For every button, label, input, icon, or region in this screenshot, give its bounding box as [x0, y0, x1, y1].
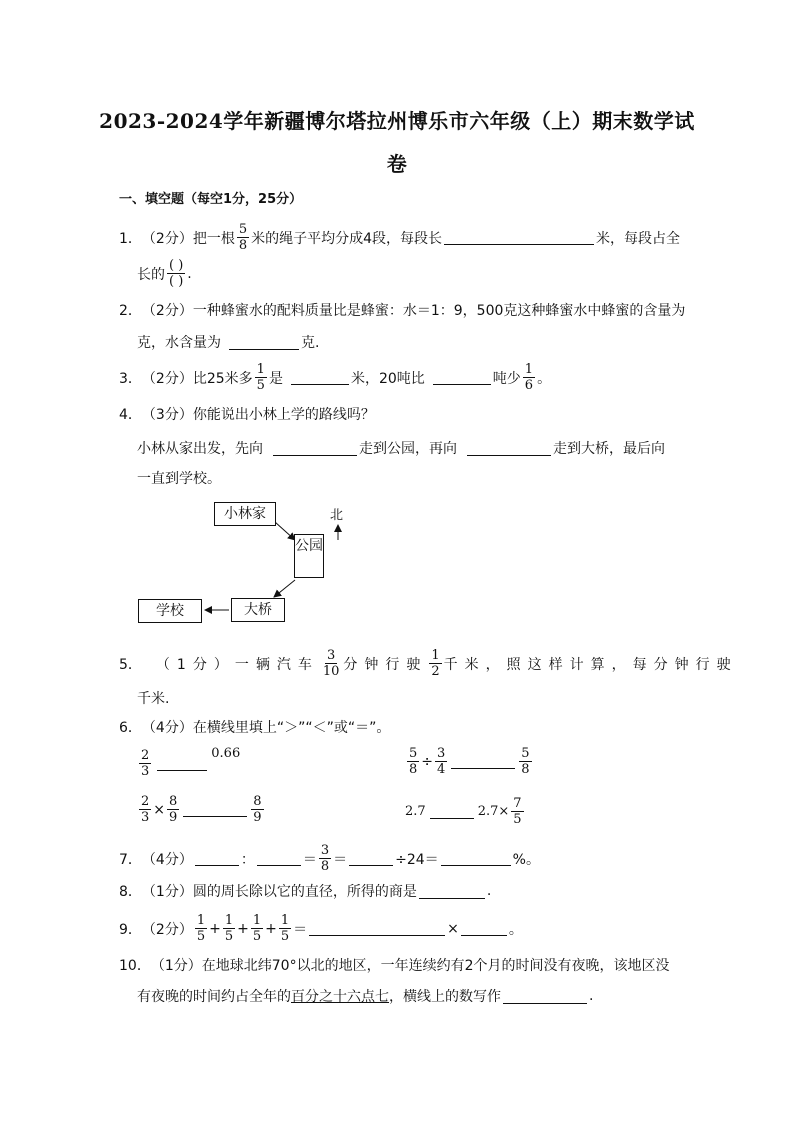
q6-a-fraction: $\frac{2}{3}$ [141, 748, 150, 779]
q9-number: 9． [119, 921, 142, 938]
q4-text: 你能说出小林上学的路线吗？ [192, 407, 375, 423]
q7-blank-4[interactable] [441, 851, 511, 866]
map-park-box: 公园 [294, 534, 324, 578]
question-5-cont [137, 688, 169, 708]
q5-text: 一辆汽车 [234, 656, 319, 673]
q9-plus-1: + [209, 920, 221, 937]
q5-number: 5． [119, 656, 142, 673]
section-heading: 一、填空题（每空1分，25分） [119, 192, 303, 207]
q6-compare-a [137, 748, 240, 779]
q9-equals: ＝ [293, 921, 308, 938]
q3-fraction-1: $\frac{1}{5}$ [256, 362, 265, 393]
question-4-line-2 [137, 438, 665, 458]
q10-text: 在地球北纬70°以北的地区，一年连续约有2个月的时间没有夜晚，该地区没 [201, 958, 670, 974]
q9-score: （2分） [141, 921, 193, 938]
q5-score: （1分） [155, 656, 235, 673]
q8-text: 圆的周长除以它的直径，所得的商是 [192, 884, 417, 900]
q3-score: （2分） [141, 370, 193, 387]
q10-underlined-number: 百分之十六点七 [291, 989, 389, 1005]
q10-score: （1分） [150, 958, 202, 974]
question-10 [119, 955, 669, 975]
q6-a-blank[interactable] [157, 756, 207, 771]
q9-times: × [447, 920, 459, 937]
question-10-cont [137, 986, 593, 1006]
q6-text: 在横线里填上“＞”“＜”或“＝”。 [192, 720, 391, 736]
q1-answer-fraction[interactable]: $\frac{( )}{( )}$ [169, 258, 184, 289]
q3-answer-blank-1[interactable] [291, 370, 349, 385]
q5-fraction-1: $\frac{3}{10}$ [322, 648, 340, 679]
q7-division: ÷24＝ [395, 851, 439, 868]
q3-text-5: 。 [537, 370, 552, 387]
q9-plus-3: + [265, 920, 277, 937]
q2-text-2: 克，水含量为 [137, 335, 221, 351]
arrow-park-to-bridge [274, 580, 295, 597]
question-1 [119, 222, 680, 253]
q9-blank-1[interactable] [309, 921, 445, 936]
q4-score: （3分） [141, 407, 193, 423]
q1-text-4: 长的 [137, 266, 165, 283]
q6-score: （4分） [141, 720, 193, 736]
q5-text-4: 千米. [137, 691, 170, 707]
q4-text-3: 走到公园，再向 [359, 441, 457, 457]
q6-c-operator: × [153, 801, 166, 818]
q2-score: （2分） [141, 303, 193, 319]
q9-plus-2: + [237, 920, 249, 937]
q4-answer-blank-2[interactable] [467, 441, 551, 456]
q6-compare-c [137, 794, 266, 825]
q10-text-5: . [589, 988, 594, 1004]
q6-b-operator: ÷ [421, 753, 434, 770]
q7-colon: ： [240, 851, 255, 868]
q2-text: 一种蜂蜜水的配料质量比是蜂蜜：水＝1：9，500克这种蜂蜜水中蜂蜜的含量为 [192, 303, 686, 319]
q9-fraction-1: $\frac{1}{5}$ [196, 913, 206, 944]
q4-text-2: 小林从家出发，先向 [137, 441, 263, 457]
q9-end: 。 [508, 921, 523, 938]
q7-fraction: $\frac{3}{8}$ [320, 843, 330, 874]
q2-text-3: 克. [301, 335, 320, 351]
q3-fraction-2: $\frac{1}{6}$ [524, 362, 534, 393]
q3-text: 比25米多 [192, 370, 253, 387]
q2-answer-blank[interactable] [229, 335, 299, 350]
q1-answer-blank-1[interactable] [444, 230, 594, 245]
q6-d-blank[interactable] [430, 804, 474, 819]
q9-fraction-3: $\frac{1}{5}$ [252, 913, 262, 944]
q8-number: 8． [119, 884, 142, 900]
q6-b-fraction-2: $\frac{3}{4}$ [437, 746, 446, 777]
q3-answer-blank-2[interactable] [433, 370, 491, 385]
q10-answer-blank[interactable] [503, 989, 587, 1004]
map-north-label: 北 [330, 508, 344, 523]
q1-fraction: $\frac{5}{8}$ [238, 222, 248, 253]
q4-text-5: 一直到学校。 [137, 471, 221, 487]
q9-fraction-4: $\frac{1}{5}$ [280, 913, 290, 944]
q5-text-3: 千米，照这样计算，每分钟行驶 [443, 656, 738, 673]
route-map [137, 500, 347, 630]
q7-blank-3[interactable] [349, 851, 393, 866]
q1-number: 1． [119, 230, 142, 247]
page-title: 2023-2024学年新疆博尔塔拉州博乐市六年级（上）期末数学试 [99, 109, 695, 133]
question-2 [119, 300, 685, 320]
q4-text-4: 走到大桥，最后向 [553, 441, 665, 457]
q7-score: （4分） [141, 851, 193, 868]
q9-fraction-2: $\frac{1}{5}$ [224, 913, 234, 944]
q6-compare-b [405, 746, 534, 777]
q3-text-4: 吨少 [492, 370, 521, 387]
q2-number: 2． [119, 303, 142, 319]
q6-compare-d [405, 796, 526, 827]
q3-text-2: 是 [268, 370, 283, 387]
q1-score: （2分） [141, 230, 193, 247]
map-school-box: 学校 [138, 599, 202, 623]
q1-text-2: 米的绳子平均分成4段，每段长 [251, 230, 443, 247]
q8-score: （1分） [141, 884, 193, 900]
q7-equals-1: ＝ [302, 851, 317, 868]
q6-d-value-2: 2.7× [477, 804, 510, 819]
q6-d-fraction: $\frac{7}{5}$ [513, 796, 522, 827]
q4-answer-blank-1[interactable] [273, 441, 357, 456]
map-home-box: 小林家 [214, 502, 276, 526]
q6-c-fraction-2: $\frac{8}{9}$ [169, 794, 178, 825]
question-9 [119, 913, 523, 944]
question-3 [119, 362, 551, 393]
question-6 [119, 717, 390, 737]
map-bridge-box: 大桥 [231, 598, 285, 622]
question-4 [119, 404, 375, 424]
q5-text-2: 分钟行驶 [343, 656, 428, 673]
q1-text: 把一根 [192, 230, 235, 247]
q7-equals-2: ＝ [333, 851, 348, 868]
q7-number: 7． [119, 851, 142, 868]
q6-c-fraction-1: $\frac{2}{3}$ [141, 794, 150, 825]
q6-b-fraction-1: $\frac{5}{8}$ [409, 746, 418, 777]
q4-number: 4． [119, 407, 142, 423]
q9-blank-2[interactable] [461, 921, 507, 936]
q6-c-fraction-3: $\frac{8}{9}$ [253, 794, 262, 825]
page-title-continued: 卷 [386, 152, 408, 176]
question-8 [119, 881, 491, 901]
arrow-home-to-park [275, 522, 295, 540]
q6-a-value: 0.66 [211, 746, 241, 761]
question-2-cont [137, 332, 319, 352]
question-1-cont [137, 258, 192, 289]
question-7 [119, 843, 540, 874]
q6-d-value: 2.7 [405, 804, 426, 819]
q7-blank-2[interactable] [257, 851, 301, 866]
q8-answer-blank[interactable] [419, 884, 485, 899]
q1-text-5: . [187, 265, 192, 282]
q10-text-2: 有夜晚的时间约占全年的 [137, 989, 291, 1005]
q10-number: 10． [119, 958, 151, 974]
question-5 [119, 648, 738, 679]
q7-percent: %。 [512, 851, 540, 868]
q5-fraction-2: $\frac{1}{2}$ [431, 648, 440, 679]
q7-blank-1[interactable] [195, 851, 239, 866]
q6-b-fraction-3: $\frac{5}{8}$ [521, 746, 530, 777]
q3-text-3: 米，20吨比 [350, 370, 425, 387]
q1-text-3: 米，每段占全 [596, 230, 681, 247]
q6-number: 6． [119, 720, 142, 736]
q10-text-4: ，横线上的数写作 [389, 989, 501, 1005]
q6-b-blank[interactable] [451, 754, 515, 769]
q3-number: 3． [119, 370, 142, 387]
q8-text-2: . [486, 883, 492, 899]
question-4-line-3 [137, 468, 221, 488]
q6-c-blank[interactable] [183, 802, 247, 817]
